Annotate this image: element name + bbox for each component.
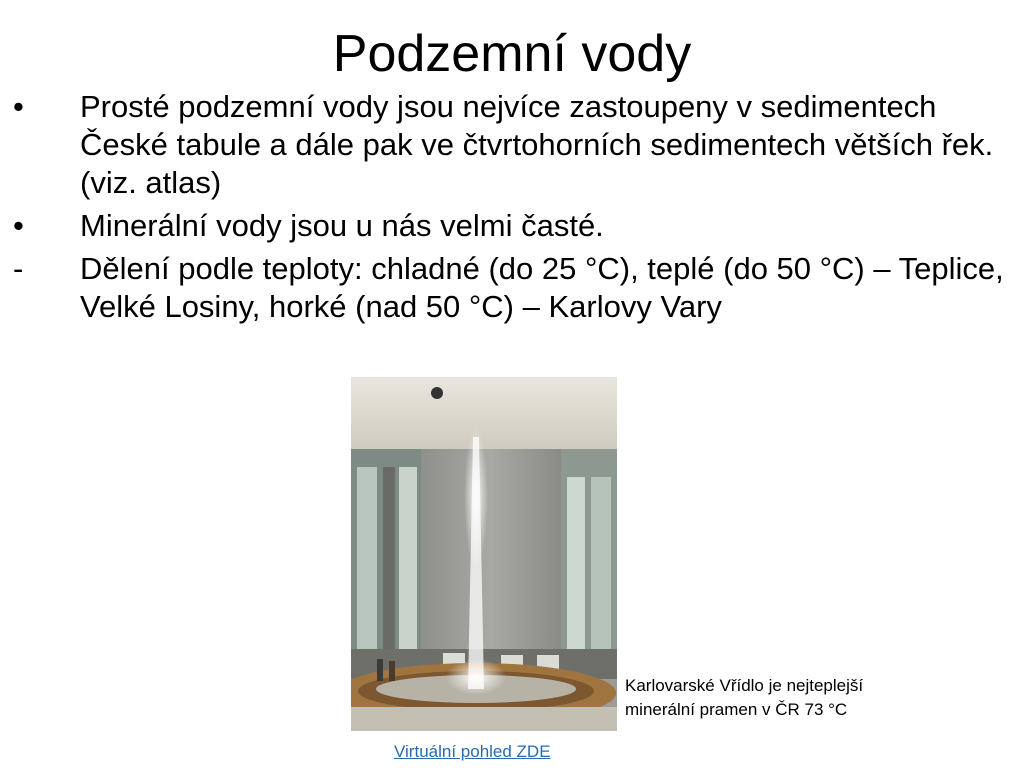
photo-caption: Karlovarské Vřídlo je nejteplejší minerální pramen v ČR 73 °C	[625, 676, 864, 719]
virtual-view-link[interactable]: Virtuální pohled ZDE	[394, 742, 551, 761]
bullet-marker: •	[13, 208, 24, 243]
bullet-marker: •	[13, 89, 24, 124]
bullet-text: Prosté podzemní vody jsou nejvíce zastoupeny v sedimentech České tabule a dále pak ve čtvrtohorních sedimentech větších řek. (viz. atlas)	[80, 89, 994, 200]
bullet-item	[0, 207, 1010, 245]
dash-marker: -	[13, 251, 24, 286]
vridlo-fountain-photo	[351, 377, 617, 731]
bullet-text: Dělení podle teploty: chladné (do 25 °C), teplé (do 50 °C) – Teplice, Velké Losiny, horké (nad 50 °C) – Karlovy Vary	[80, 251, 1004, 324]
bullet-text: Minerální vody jsou u nás velmi časté.	[80, 208, 604, 243]
slide-title: Podzemní vody	[332, 25, 692, 83]
bullet-item	[0, 88, 1010, 202]
bullet-item	[0, 250, 1010, 326]
bullet-list	[0, 88, 1010, 331]
